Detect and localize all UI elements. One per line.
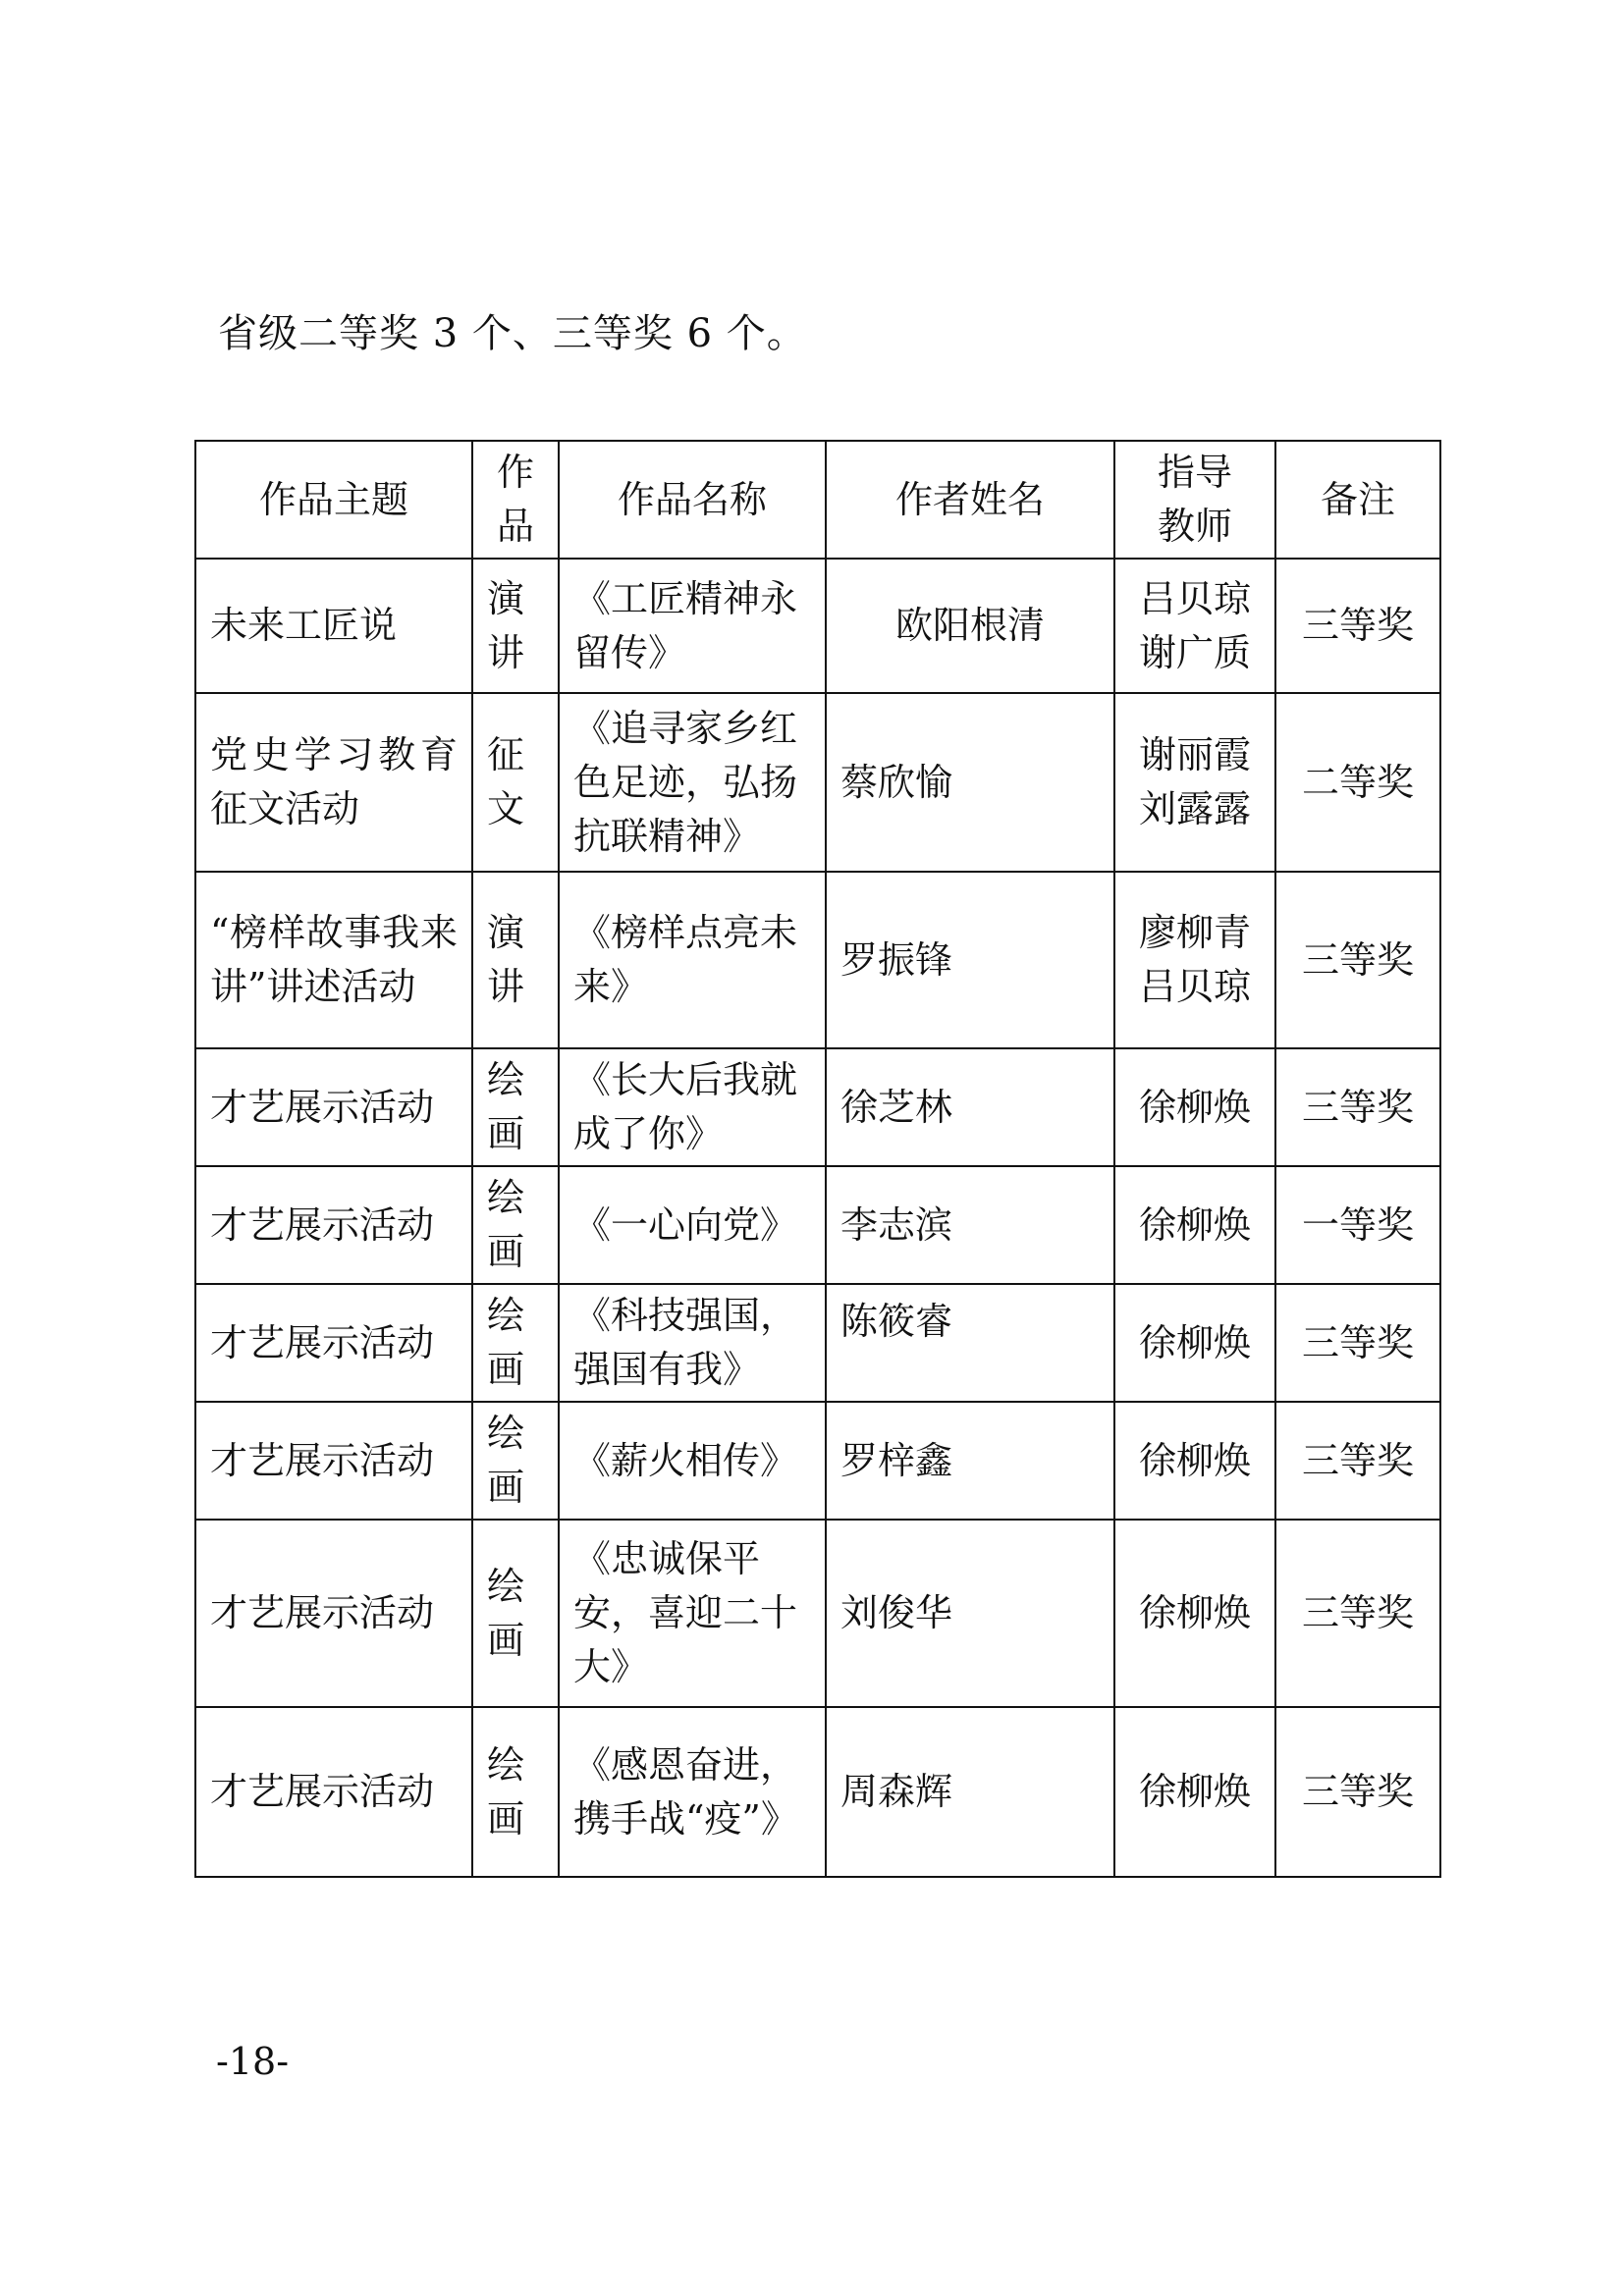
cell-type-line: 绘 <box>487 1176 525 1219</box>
cell-work-name: 《追寻家乡红色足迹，弘扬抗联精神》 <box>559 693 826 872</box>
cell-award: 三等奖 <box>1275 1520 1440 1707</box>
cell-type-line: 画 <box>487 1466 525 1509</box>
cell-type-line: 征 <box>487 733 525 776</box>
header-theme: 作品主题 <box>195 441 472 559</box>
cell-teacher <box>1114 1707 1275 1877</box>
cell-award: 三等奖 <box>1275 872 1440 1048</box>
cell-award: 三等奖 <box>1275 1707 1440 1877</box>
header-note: 备注 <box>1275 441 1440 559</box>
cell-theme: 才艺展示活动 <box>195 1707 472 1877</box>
cell-type-line: 讲 <box>487 965 525 1008</box>
table-header-row <box>195 441 1440 559</box>
cell-type <box>472 1284 559 1402</box>
table-row <box>195 1048 1440 1166</box>
cell-author: 罗振锋 <box>826 872 1114 1048</box>
cell-award: 三等奖 <box>1275 1284 1440 1402</box>
header-teacher <box>1114 441 1275 559</box>
cell-type <box>472 1520 559 1707</box>
cell-author: 周森辉 <box>826 1707 1114 1877</box>
table-row <box>195 693 1440 872</box>
cell-teacher-line: 徐柳焕 <box>1138 1770 1251 1813</box>
cell-author: 陈筱睿 <box>826 1284 1114 1402</box>
cell-type-line: 讲 <box>487 630 525 674</box>
cell-type <box>472 872 559 1048</box>
cell-teacher <box>1114 1402 1275 1520</box>
cell-teacher-line: 廖柳青 <box>1138 911 1251 954</box>
cell-teacher-line: 谢广质 <box>1138 630 1251 674</box>
header-type-line: 品 <box>496 505 534 548</box>
table-row <box>195 1284 1440 1402</box>
cell-work-name: 《一心向党》 <box>559 1166 826 1284</box>
cell-author: 刘俊华 <box>826 1520 1114 1707</box>
cell-type <box>472 1048 559 1166</box>
cell-teacher-line: 徐柳焕 <box>1138 1438 1251 1482</box>
header-type-line: 作 <box>496 451 534 494</box>
table-row <box>195 1402 1440 1520</box>
header-name: 作品名称 <box>559 441 826 559</box>
cell-teacher-line: 徐柳焕 <box>1138 1591 1251 1634</box>
cell-theme: 才艺展示活动 <box>195 1166 472 1284</box>
cell-award: 三等奖 <box>1275 1402 1440 1520</box>
cell-author: 李志滨 <box>826 1166 1114 1284</box>
cell-type <box>472 1402 559 1520</box>
cell-teacher <box>1114 559 1275 693</box>
table-row <box>195 1520 1440 1707</box>
cell-award: 三等奖 <box>1275 1048 1440 1166</box>
page-number: -18- <box>216 2040 290 2083</box>
cell-work-name: 《忠诚保平安，喜迎二十大》 <box>559 1520 826 1707</box>
cell-type-line: 绘 <box>487 1058 525 1101</box>
header-teacher-line: 指导 <box>1157 451 1232 494</box>
cell-teacher-line: 徐柳焕 <box>1138 1085 1251 1129</box>
cell-award: 二等奖 <box>1275 693 1440 872</box>
cell-type-line: 绘 <box>487 1294 525 1337</box>
cell-award: 三等奖 <box>1275 559 1440 693</box>
cell-theme: 才艺展示活动 <box>195 1284 472 1402</box>
table-row <box>195 1166 1440 1284</box>
cell-theme: 才艺展示活动 <box>195 1048 472 1166</box>
header-teacher-line: 教师 <box>1157 505 1232 548</box>
cell-author: 徐芝林 <box>826 1048 1114 1166</box>
cell-work-name: 《科技强国，强国有我》 <box>559 1284 826 1402</box>
cell-type-line: 绘 <box>487 1412 525 1455</box>
cell-author: 欧阳根清 <box>826 559 1114 693</box>
cell-type-line: 演 <box>487 576 525 620</box>
cell-theme: 才艺展示活动 <box>195 1402 472 1520</box>
cell-teacher-line: 徐柳焕 <box>1138 1320 1251 1364</box>
table-row <box>195 1707 1440 1877</box>
table-row <box>195 559 1440 693</box>
cell-teacher-line: 徐柳焕 <box>1138 1202 1251 1247</box>
intro-paragraph: 省级二等奖 3 个、三等奖 6 个。 <box>218 311 807 356</box>
cell-teacher <box>1114 1166 1275 1284</box>
cell-type <box>472 1707 559 1877</box>
cell-type-line: 画 <box>487 1796 525 1841</box>
cell-teacher-line: 吕贝琼 <box>1138 576 1251 620</box>
cell-type-line: 画 <box>487 1112 525 1155</box>
cell-type-line: 画 <box>487 1348 525 1391</box>
cell-type-line: 绘 <box>487 1564 525 1608</box>
cell-author: 蔡欣愉 <box>826 693 1114 872</box>
cell-work-name: 《长大后我就成了你》 <box>559 1048 826 1166</box>
cell-type-line: 画 <box>487 1230 525 1273</box>
cell-teacher <box>1114 1520 1275 1707</box>
cell-theme: 党史学习教育征文活动 <box>195 693 472 872</box>
cell-work-name: 《薪火相传》 <box>559 1402 826 1520</box>
cell-teacher-line: 刘露露 <box>1138 787 1251 830</box>
cell-theme: 才艺展示活动 <box>195 1520 472 1707</box>
cell-teacher-line: 吕贝琼 <box>1138 965 1251 1008</box>
cell-type-line: 画 <box>487 1618 525 1662</box>
cell-type-line: 文 <box>487 787 525 830</box>
cell-teacher-line: 谢丽霞 <box>1138 733 1251 776</box>
cell-teacher <box>1114 1048 1275 1166</box>
cell-author: 罗梓鑫 <box>826 1402 1114 1520</box>
header-type <box>472 441 559 559</box>
cell-award: 一等奖 <box>1275 1166 1440 1284</box>
table-row <box>195 872 1440 1048</box>
cell-work-name: 《工匠精神永留传》 <box>559 559 826 693</box>
awards-table <box>194 440 1441 1878</box>
cell-type <box>472 559 559 693</box>
cell-type-line: 演 <box>487 911 525 954</box>
cell-work-name: 《榜样点亮未来》 <box>559 872 826 1048</box>
cell-teacher <box>1114 693 1275 872</box>
cell-type-line: 绘 <box>487 1742 525 1787</box>
cell-work-name: 《感恩奋进，携手战“疫”》 <box>559 1707 826 1877</box>
cell-teacher <box>1114 872 1275 1048</box>
cell-teacher <box>1114 1284 1275 1402</box>
cell-type <box>472 1166 559 1284</box>
header-author: 作者姓名 <box>826 441 1114 559</box>
cell-theme: 未来工匠说 <box>195 559 472 693</box>
cell-type <box>472 693 559 872</box>
cell-theme: “榜样故事我来讲”讲述活动 <box>195 872 472 1048</box>
